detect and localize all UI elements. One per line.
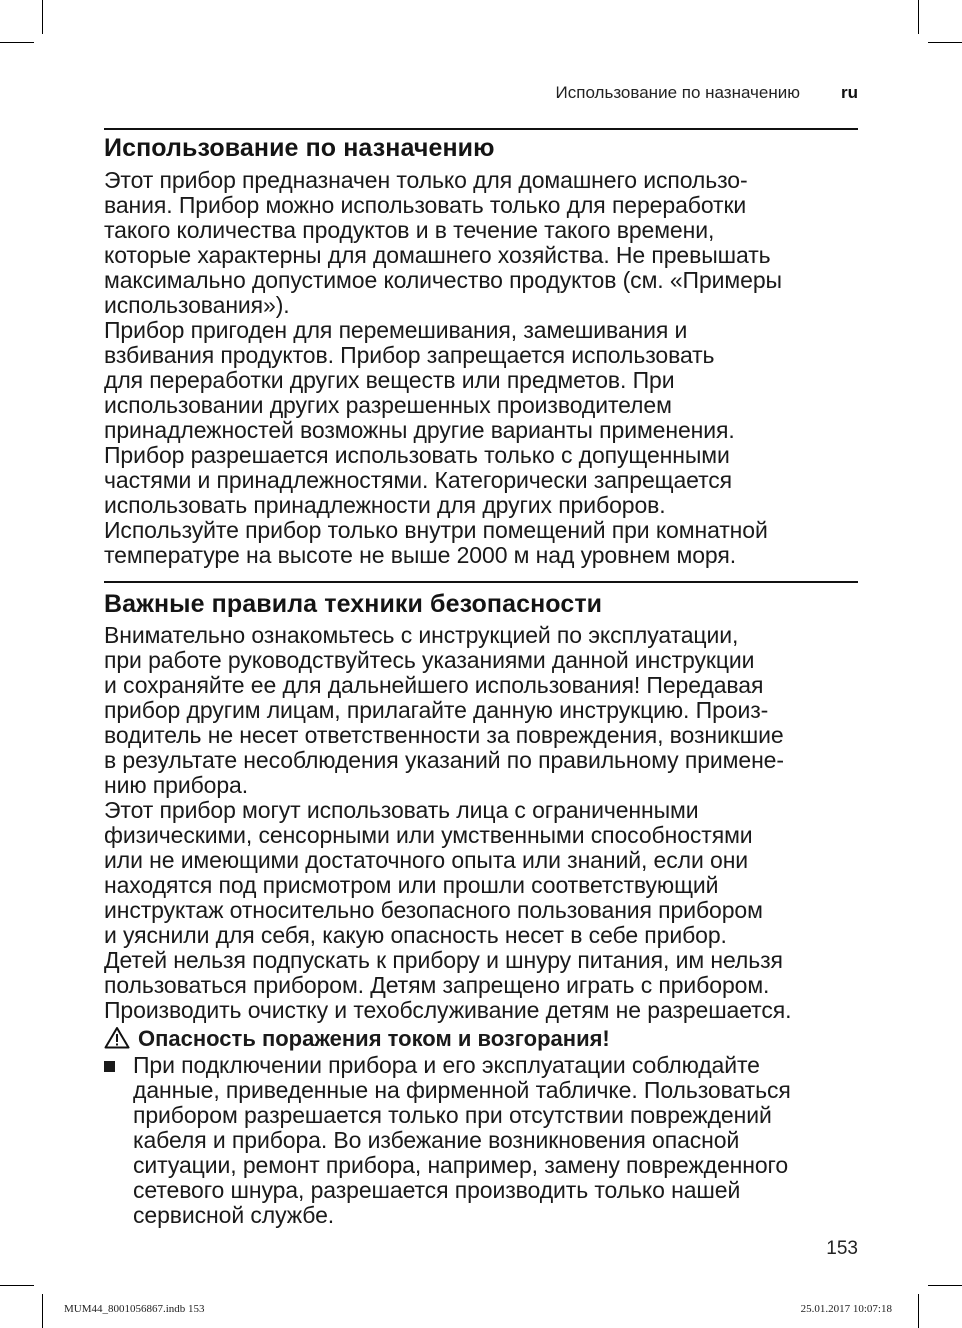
print-slug-right: 25.01.2017 10:07:18 xyxy=(800,1303,892,1315)
section-heading-intended-use: Использование по назначению xyxy=(104,134,495,162)
text-line: для переработки других веществ или предметов. При xyxy=(104,367,675,393)
text-line: прибором разрешается только при отсутствии повреждений xyxy=(133,1102,772,1128)
safety-rules-paragraph xyxy=(104,623,874,1023)
running-header-title: Использование по назначению xyxy=(555,83,800,102)
text-line: Используйте прибор только внутри помещений при комнатной xyxy=(104,517,768,543)
text-line: ситуации, ремонт прибора, например, замену поврежденного xyxy=(133,1152,789,1178)
text-line: максимально допустимое количество продуктов (см. «Примеры xyxy=(104,267,782,293)
crop-mark-bottom-right-h xyxy=(928,1285,962,1286)
text-line: Этот прибор могут использовать лица с ограниченными xyxy=(104,797,699,823)
text-line: Внимательно ознакомьтесь с инструкцией по эксплуатации, xyxy=(104,622,739,648)
text-line: Детей нельзя подпускать к прибору и шнуру питания, им нельзя xyxy=(104,947,783,973)
crop-mark-bottom-left-h xyxy=(0,1285,34,1286)
text-line: использовании других разрешенных производителем xyxy=(104,392,672,418)
text-line: физическими, сенсорными или умственными способностями xyxy=(104,822,753,848)
text-line: сетевого шнура, разрешается производить только нашей xyxy=(133,1177,741,1203)
text-line: нию прибора. xyxy=(104,772,249,798)
bullet-square xyxy=(104,1061,115,1072)
text-line: При подключении прибора и его эксплуатации соблюдайте xyxy=(133,1052,760,1078)
section-divider xyxy=(104,128,858,130)
text-line: Прибор разрешается использовать только с допущенными xyxy=(104,442,730,468)
warning-bullet-text xyxy=(133,1053,873,1228)
text-line: принадлежностей возможны другие варианты применения. xyxy=(104,417,735,443)
text-line: прибор другим лицам, прилагайте данную инструкцию. Произ- xyxy=(104,697,769,723)
text-line: инструктаж относительно безопасного пользования прибором xyxy=(104,897,763,923)
section-heading-safety-rules: Важные правила техники безопасности xyxy=(104,590,603,618)
warning-heading xyxy=(104,1026,610,1054)
text-line: водитель не несет ответственности за повреждения, возникшие xyxy=(104,722,784,748)
text-line: в результате несоблюдения указаний по правильному примене- xyxy=(104,747,784,773)
text-line: сервисной службе. xyxy=(133,1202,335,1228)
warning-heading-text: Опасность поражения током и возгорания! xyxy=(138,1026,610,1051)
text-line: находятся под присмотром или прошли соответствующий xyxy=(104,872,719,898)
text-line: или не имеющими достаточного опыта или знаний, если они xyxy=(104,847,749,873)
text-line: данные, приведенные на фирменной табличке. Пользоваться xyxy=(133,1077,791,1103)
text-line: при работе руководствуйтесь указаниями данной инструкции xyxy=(104,647,755,673)
text-line: пользоваться прибором. Детям запрещено играть с прибором. xyxy=(104,972,770,998)
text-line: использовать принадлежности для других приборов. xyxy=(104,492,666,518)
text-line: кабеля и прибора. Во избежание возникновения опасной xyxy=(133,1127,740,1153)
text-line: использования»). xyxy=(104,292,290,318)
page-number: 153 xyxy=(826,1238,858,1259)
text-line: и сохраняйте ее для дальнейшего использования! Передавая xyxy=(104,672,764,698)
text-line: которые характерны для домашнего хозяйства. Не превышать xyxy=(104,242,771,268)
text-line: вания. Прибор можно использовать только для переработки xyxy=(104,192,747,218)
text-line: Этот прибор предназначен только для домашнего использо- xyxy=(104,167,748,193)
text-line: Производить очистку и техобслуживание детям не разрешается. xyxy=(104,997,792,1023)
crop-mark-top-left-v xyxy=(42,0,43,34)
crop-mark-top-right-v xyxy=(918,0,919,34)
text-line: температуре на высоте не выше 2000 м над уровнем моря. xyxy=(104,542,736,568)
crop-mark-bottom-left-v xyxy=(42,1294,43,1328)
text-line: такого количества продуктов и в течение такого времени, xyxy=(104,217,715,243)
section-divider xyxy=(104,581,858,583)
text-line: частями и принадлежностями. Категорически запрещается xyxy=(104,467,733,493)
warning-triangle-icon xyxy=(104,1026,130,1049)
crop-mark-top-right-h xyxy=(928,42,962,43)
intended-use-paragraph xyxy=(104,168,874,568)
language-code: ru xyxy=(841,83,858,102)
text-line: и уяснили для себя, какую опасность несет в себе прибор. xyxy=(104,922,727,948)
crop-mark-bottom-right-v xyxy=(918,1294,919,1328)
print-slug-left: MUM44_8001056867.indb 153 xyxy=(64,1303,205,1315)
text-line: взбивания продуктов. Прибор запрещается использовать xyxy=(104,342,715,368)
text-line: Прибор пригоден для перемешивания, замешивания и xyxy=(104,317,688,343)
crop-mark-top-left-h xyxy=(0,42,34,43)
running-header xyxy=(500,83,858,107)
